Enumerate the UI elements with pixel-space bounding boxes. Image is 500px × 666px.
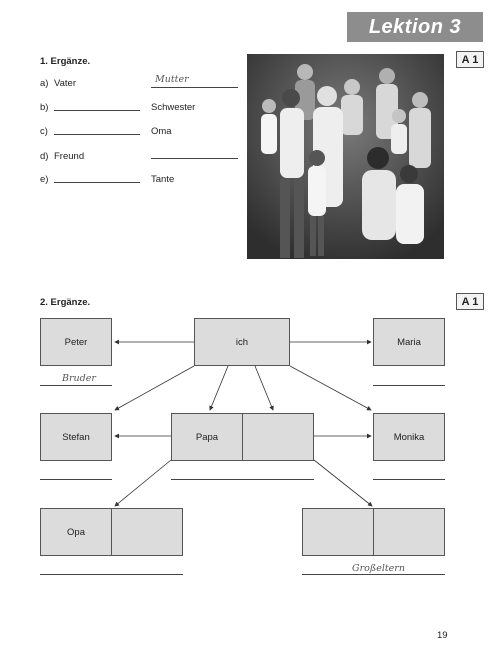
box-mama-empty[interactable] (242, 414, 313, 460)
exercise-1-title: 1. Ergänze. (40, 56, 91, 67)
box-monika: Monika (373, 413, 445, 461)
arrow-mama-grandparents (314, 460, 372, 506)
item-b-letter: b) (40, 102, 49, 113)
box-paternal-grandparents (40, 508, 183, 556)
arrow-ich-stefan (115, 366, 194, 410)
peter-answer: Bruder (62, 373, 96, 384)
peter-answer-line[interactable] (40, 385, 112, 386)
box-parents (171, 413, 314, 461)
item-a-word: Vater (54, 78, 77, 89)
item-e-letter: e) (40, 174, 49, 185)
grandparents-answer: Großeltern (352, 563, 405, 574)
arrow-papa-grandparents (115, 460, 171, 506)
maria-answer-line[interactable] (373, 385, 445, 386)
maternal-grandparents-answer-line[interactable] (302, 574, 445, 575)
box-stefan: Stefan (40, 413, 112, 461)
box-grandparent-empty-right[interactable] (373, 509, 444, 555)
parents-answer-line[interactable] (171, 479, 314, 480)
lesson-title: Lektion 3 (347, 12, 483, 42)
exercise-1-level-badge: A 1 (456, 51, 484, 68)
item-e-word: Tante (151, 174, 175, 185)
box-ich: ich (194, 318, 290, 366)
item-d-word: Freund (54, 151, 85, 162)
box-papa: Papa (195, 431, 219, 443)
page-number: 19 (437, 630, 448, 641)
stefan-answer-line[interactable] (40, 479, 112, 480)
box-oma-empty[interactable] (111, 509, 182, 555)
item-b-word: Schwester (151, 102, 196, 113)
paternal-grandparents-answer-line[interactable] (40, 574, 183, 575)
box-grandparent-empty-left[interactable] (303, 509, 373, 555)
box-maternal-grandparents (302, 508, 445, 556)
item-a-letter: a) (40, 78, 49, 89)
arrow-ich-mama (255, 366, 273, 410)
exercise-2-level-badge: A 1 (456, 293, 484, 310)
item-a-answer: Mutter (155, 74, 189, 85)
box-opa: Opa (67, 526, 85, 538)
arrow-ich-papa (210, 366, 228, 410)
box-maria: Maria (373, 318, 445, 366)
item-d-letter: d) (40, 151, 49, 162)
item-c-word: Oma (151, 126, 172, 137)
item-c-letter: c) (40, 126, 48, 137)
monika-answer-line[interactable] (373, 479, 445, 480)
arrow-ich-monika (290, 366, 371, 410)
exercise-2-title: 2. Ergänze. (40, 297, 91, 308)
box-peter: Peter (40, 318, 112, 366)
